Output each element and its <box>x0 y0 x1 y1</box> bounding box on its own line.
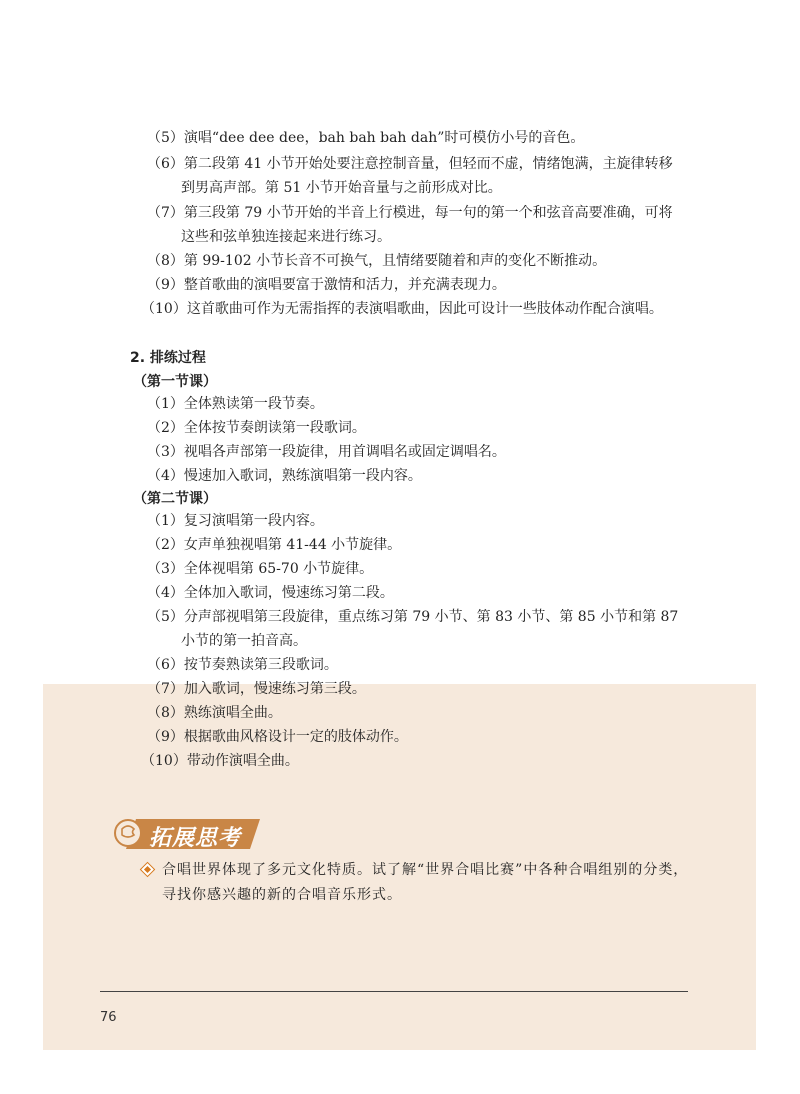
lesson-2-item <box>147 511 324 531</box>
note-number: （5） <box>147 130 184 146</box>
item-number: （1） <box>147 396 184 412</box>
note-number: （9） <box>147 277 184 293</box>
item-text: 按节奏熟读第三段歌词。 <box>183 657 338 673</box>
note-text: 整首歌曲的演唱要富于激情和活力，并充满表现力。 <box>183 277 506 293</box>
item-text: 全体加入歌词，慢速练习第二段。 <box>183 585 394 601</box>
page-number: 76 <box>100 1010 117 1025</box>
note-text: 这首歌曲可作为无需指挥的表演唱歌曲，因此可设计一些肢体动作配合演唱。 <box>186 301 663 317</box>
note-number: （8） <box>147 253 184 269</box>
note-7 <box>147 203 673 223</box>
note-7-continued: 这些和弦单独连接起来进行练习。 <box>181 229 391 245</box>
item-number: （8） <box>147 705 184 721</box>
note-number: （6） <box>147 156 184 172</box>
note-10 <box>141 299 663 319</box>
item-text: 女声单独视唱第 41-44 小节旋律。 <box>183 537 402 553</box>
item-number: （3） <box>147 561 184 577</box>
item-text: 根据歌曲风格设计一定的肢体动作。 <box>183 729 408 745</box>
note-6 <box>147 154 673 174</box>
item-number: （7） <box>147 681 184 697</box>
lesson-1-item <box>147 466 422 486</box>
lesson-2-item <box>147 703 282 723</box>
item-text: 慢速加入歌词，熟练演唱第一段内容。 <box>183 468 422 484</box>
lesson-2-item-continued: 小节的第一拍音高。 <box>181 633 307 649</box>
note-9 <box>147 275 506 295</box>
note-number: （7） <box>147 205 184 221</box>
item-number: （4） <box>147 468 184 484</box>
lesson-1-item <box>147 442 506 462</box>
note-text: 第 99-102 小节长音不可换气，且情绪要随着和声的变化不断推动。 <box>183 253 607 269</box>
item-number: （6） <box>147 657 184 673</box>
lesson-2-item <box>147 607 678 627</box>
item-text: 熟练演唱全曲。 <box>183 705 282 721</box>
item-text: 加入歌词，慢速练习第三段。 <box>183 681 366 697</box>
item-number: （2） <box>147 420 184 436</box>
item-text: 全体熟读第一段节奏。 <box>183 396 324 412</box>
item-text: 全体视唱第 65-70 小节旋律。 <box>183 561 374 577</box>
item-number: （2） <box>147 537 184 553</box>
thinking-head-icon <box>115 820 141 846</box>
note-text: 第二段第 41 小节开始处要注意控制音量，但轻而不虚，情绪饱满，主旋律转移 <box>183 156 673 172</box>
bullet-diamond-icon <box>140 862 156 878</box>
lesson-1-item <box>147 418 366 438</box>
badge-title: 拓展思考 <box>149 826 242 851</box>
note-text: 演唱“dee dee dee，bah bah bah dah”时可模仿小号的音色。 <box>183 130 585 146</box>
lesson-1-item <box>147 394 324 414</box>
item-number: （4） <box>147 585 184 601</box>
lesson-1-title: （第一节课） <box>133 374 217 390</box>
item-text: 分声部视唱第三段旋律，重点练习第 79 小节、第 83 小节、第 85 小节和第 87 <box>183 609 679 625</box>
note-8 <box>147 251 606 271</box>
footer-divider <box>100 991 688 992</box>
item-text: 带动作演唱全曲。 <box>186 753 299 769</box>
extension-badge <box>112 813 262 853</box>
item-number: （3） <box>147 444 184 460</box>
lesson-2-item <box>141 751 299 771</box>
lesson-2-item <box>147 535 401 555</box>
item-number: （10） <box>141 753 187 769</box>
item-text: 复习演唱第一段内容。 <box>183 513 324 529</box>
lesson-2-item <box>147 679 366 699</box>
extension-text-line-1: 合唱世界体现了多元文化特质。试了解“世界合唱比赛”中各种合唱组别的分类， <box>162 862 689 878</box>
item-number: （5） <box>147 609 184 625</box>
note-number: （10） <box>141 301 187 317</box>
extension-text-line-2: 寻找你感兴趣的新的合唱音乐形式。 <box>162 887 402 903</box>
lesson-2-title: （第二节课） <box>133 491 217 507</box>
item-text: 视唱各声部第一段旋律，用首调唱名或固定调唱名。 <box>183 444 506 460</box>
item-number: （1） <box>147 513 184 529</box>
lesson-2-item <box>147 559 373 579</box>
note-6-continued: 到男高声部。第 51 小节开始音量与之前形成对比。 <box>181 180 502 196</box>
note-5 <box>147 128 584 148</box>
section-title: 2. 排练过程 <box>130 350 206 366</box>
item-text: 全体按节奏朗读第一段歌词。 <box>183 420 366 436</box>
item-number: （9） <box>147 729 184 745</box>
note-text: 第三段第 79 小节开始的半音上行模进，每一句的第一个和弦音高要准确，可将 <box>183 205 673 221</box>
lesson-2-item <box>147 727 408 747</box>
lesson-2-item <box>147 655 338 675</box>
lesson-2-item <box>147 583 394 603</box>
